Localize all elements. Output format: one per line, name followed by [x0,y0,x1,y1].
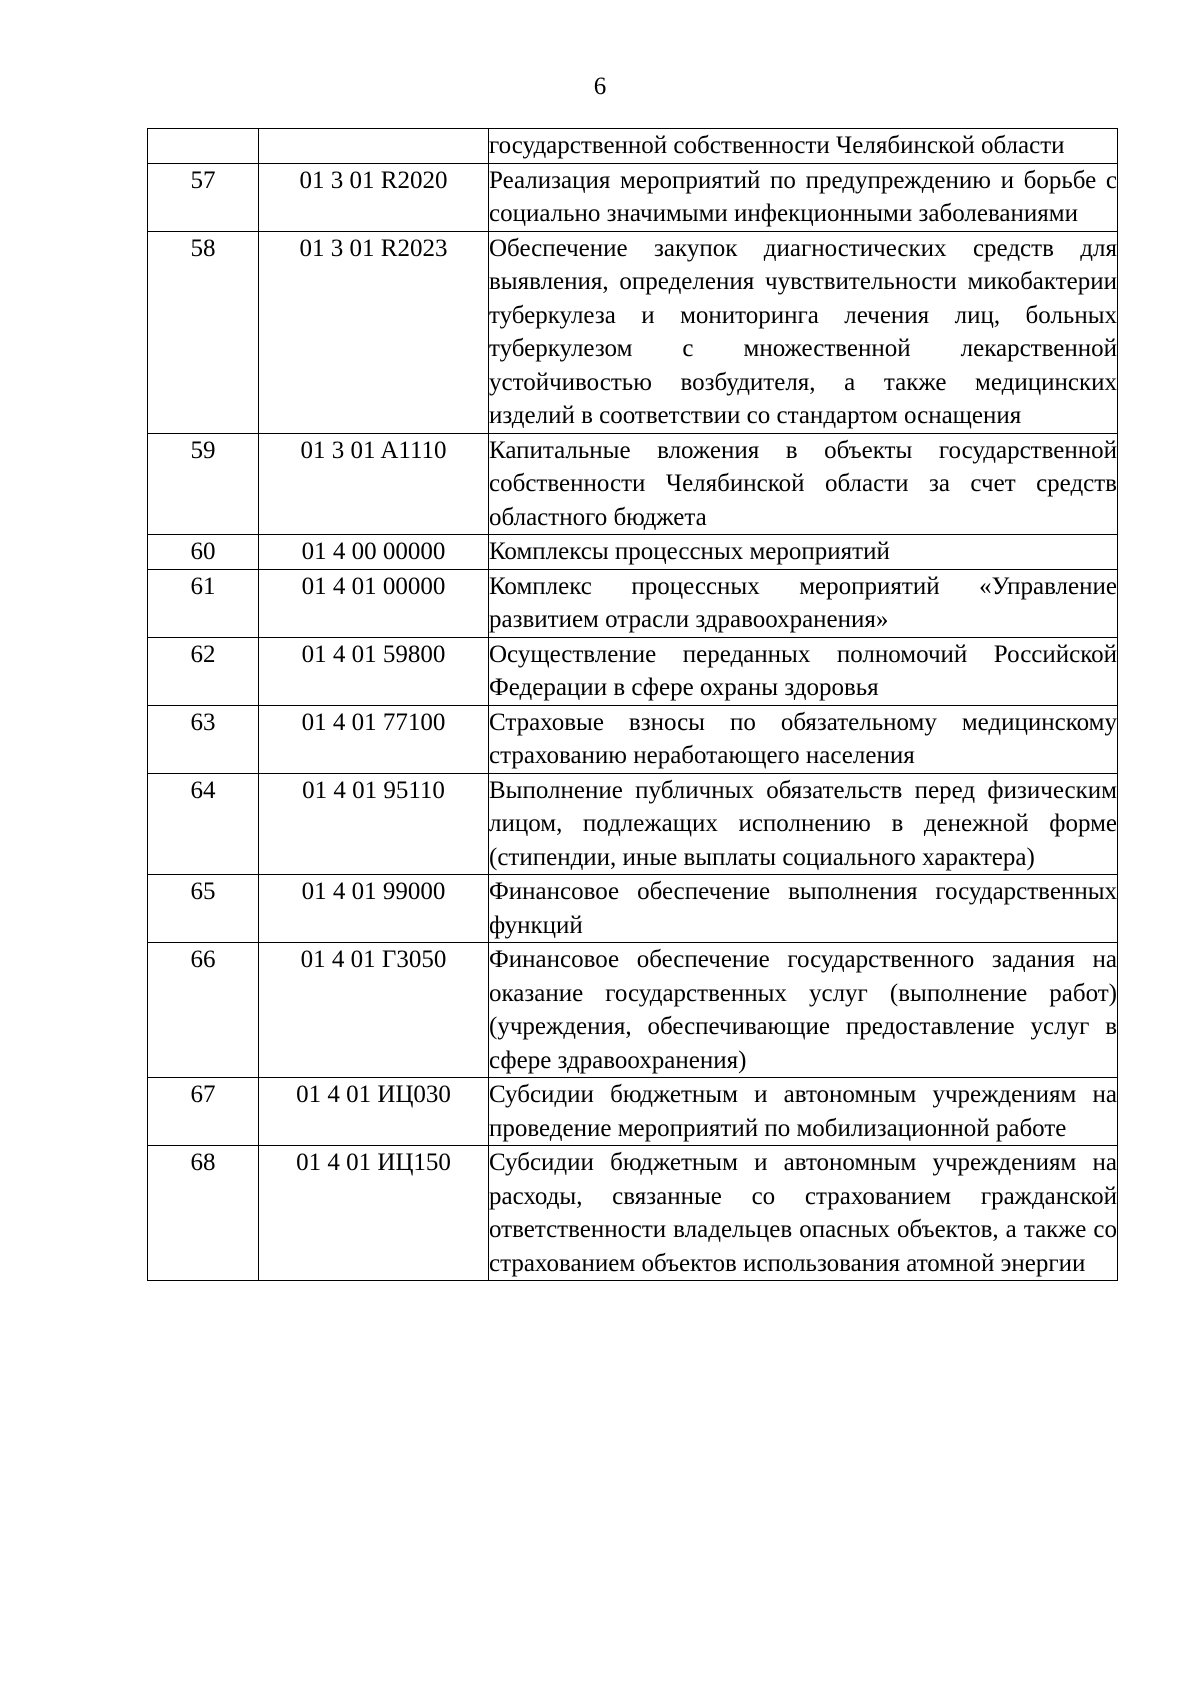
row-number: 67 [148,1078,259,1146]
row-number: 62 [148,637,259,705]
row-number: 60 [148,535,259,570]
row-name: Капитальные вложения в объекты государственной собственности Челябинской области за счет средств областного бюджета [489,433,1118,535]
row-number: 64 [148,773,259,875]
table-row [148,129,1118,164]
row-name: Финансовое обеспечение выполнения государственных функций [489,875,1118,943]
table-row [148,231,1118,433]
row-code: 01 4 01 77100 [259,705,489,773]
table-row [148,433,1118,535]
table-row [148,1146,1118,1281]
row-code: 01 4 01 95110 [259,773,489,875]
row-name: Реализация мероприятий по предупреждению и борьбе с социально значимыми инфекционными заболеваниями [489,163,1118,231]
row-code: 01 4 01 99000 [259,875,489,943]
row-code: 01 3 01 A1110 [259,433,489,535]
row-number: 59 [148,433,259,535]
row-number: 68 [148,1146,259,1281]
row-name: Финансовое обеспечение государственного задания на оказание государственных услуг (выполнение работ) (учреждения, обеспечивающие предоставление услуг в сфере здравоохранения) [489,943,1118,1078]
page-number: 6 [593,73,607,100]
row-code: 01 4 01 ИЦ150 [259,1146,489,1281]
table-row [148,773,1118,875]
row-name: Обеспечение закупок диагностических средств для выявления, определения чувствительности микобактерии туберкулеза и мониторинга лечения лиц, больных туберкулезом с множественной лекарственной устойчивостью возбудителя, а также медицинских изделий в соответствии со стандартом оснащения [489,231,1118,433]
row-code: 01 3 01 R2020 [259,163,489,231]
row-name: Субсидии бюджетным и автономным учреждениям на проведение мероприятий по мобилизационной работе [489,1078,1118,1146]
row-number: 61 [148,569,259,637]
row-number: 65 [148,875,259,943]
row-name: Выполнение публичных обязательств перед физическим лицом, подлежащих исполнению в денежной форме (стипендии, иные выплаты социального характера) [489,773,1118,875]
row-name: Субсидии бюджетным и автономным учреждениям на расходы, связанные со страхованием гражданской ответственности владельцев опасных объектов, а также со страхованием объектов использования атомной энергии [489,1146,1118,1281]
row-number: 66 [148,943,259,1078]
table-row [148,163,1118,231]
table-row [148,943,1118,1078]
row-code [259,129,489,164]
table-row [148,875,1118,943]
table-row [148,569,1118,637]
row-name: Комплексы процессных мероприятий [489,535,1118,570]
budget-codes-table [147,128,1118,1281]
row-code: 01 4 01 ИЦ030 [259,1078,489,1146]
row-name: Комплекс процессных мероприятий «Управление развитием отрасли здравоохранения» [489,569,1118,637]
row-number [148,129,259,164]
table-row [148,705,1118,773]
row-name: Страховые взносы по обязательному медицинскому страхованию неработающего населения [489,705,1118,773]
row-code: 01 4 01 Г3050 [259,943,489,1078]
table-row [148,535,1118,570]
row-number: 63 [148,705,259,773]
table-row [148,637,1118,705]
row-code: 01 3 01 R2023 [259,231,489,433]
table-row [148,1078,1118,1146]
row-code: 01 4 01 59800 [259,637,489,705]
row-code: 01 4 01 00000 [259,569,489,637]
row-number: 58 [148,231,259,433]
row-name: государственной собственности Челябинской области [489,129,1118,164]
row-code: 01 4 00 00000 [259,535,489,570]
row-number: 57 [148,163,259,231]
row-name: Осуществление переданных полномочий Российской Федерации в сфере охраны здоровья [489,637,1118,705]
